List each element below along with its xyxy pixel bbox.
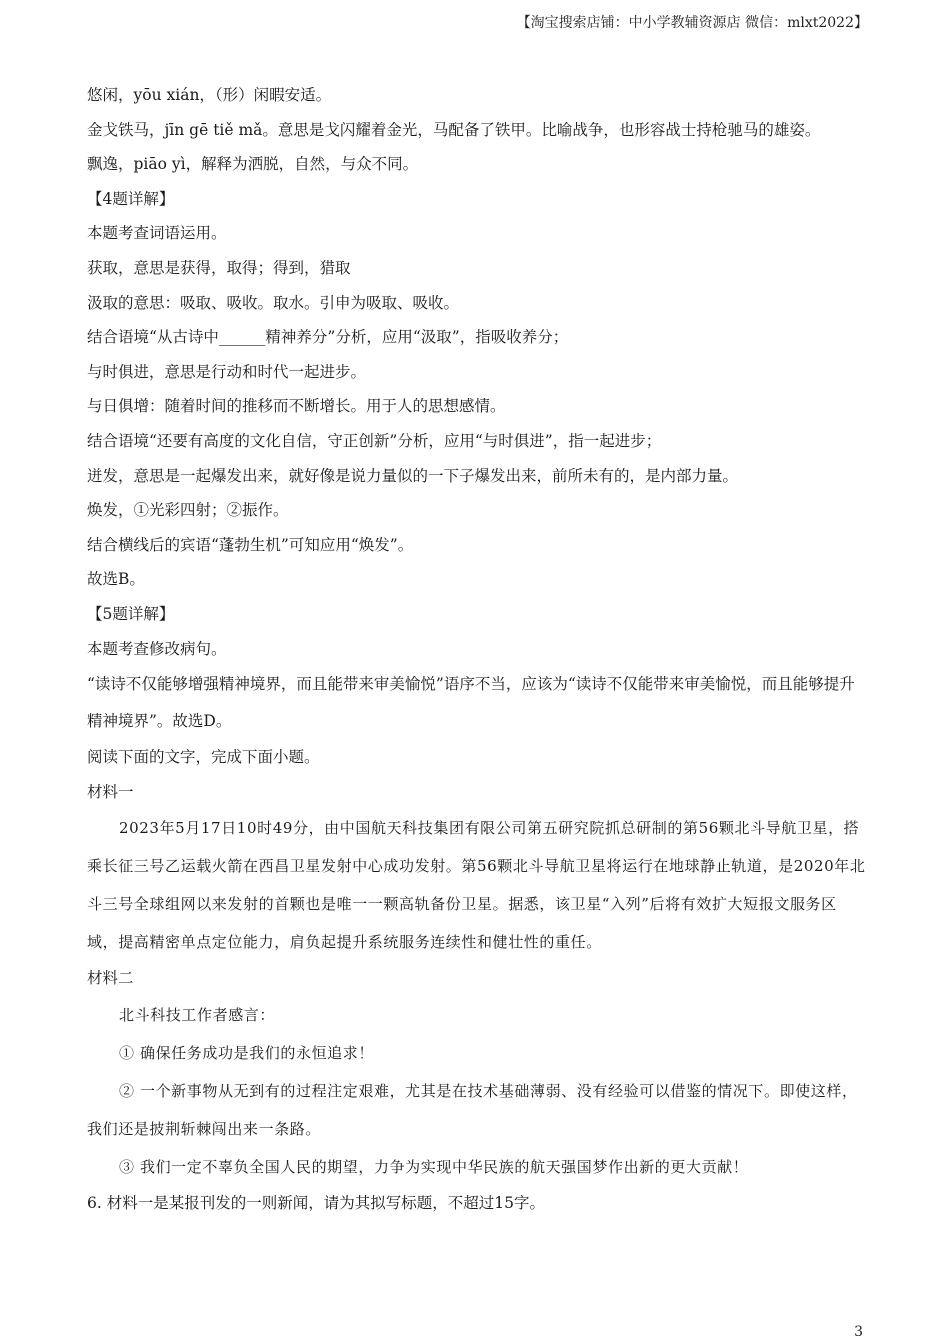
text-line: 飘逸，piāo yì，解释为洒脱，自然，与众不同。 xyxy=(87,155,419,174)
text-line: 结合横线后的宾语“蓬勃生机”可知应用“焕发”。 xyxy=(87,535,414,554)
text-line: 获取，意思是获得，取得；得到，猎取 xyxy=(87,258,351,277)
text-line: 悠闲，yōu xián，（形）闲暇安适。 xyxy=(87,86,332,104)
document-body xyxy=(87,78,867,1220)
text-line: 迸发，意思是一起爆发出来，就好像是说力量似的一下子爆发出来，前所未有的，是内部力量。 xyxy=(87,466,739,485)
material-one-label: 材料一 xyxy=(87,782,134,801)
text-line: 金戈铁马，jīn gē tiě mǎ。意思是戈闪耀着金光，马配备了铁甲。比喻战争，也形容战士持枪驰马的雄姿。 xyxy=(87,120,821,139)
material-two-label: 材料二 xyxy=(87,969,134,988)
text-line: 本题考查修改病句。 xyxy=(87,639,227,658)
text-line: 与日俱增：随着时间的推移而不断增长。用于人的思想感情。 xyxy=(87,397,506,416)
answer-line: 故选B。 xyxy=(87,570,145,589)
text-line: 结合语境“从古诗中______精神养分”分析，应用“汲取”，指吸收养分； xyxy=(87,328,569,347)
text-line: 汲取的意思：吸取、吸收。取水。引申为吸取、吸收。 xyxy=(87,293,460,312)
page-number: 3 xyxy=(854,1324,863,1340)
text-line: 结合语境“还要有高度的文化自信，守正创新”分析，应用“与时俱进”，指一起进步； xyxy=(87,431,662,450)
quote-item-2: ② 一个新事物从无到有的过程注定艰难，尤其是在技术基础薄弱、没有经验可以借鉴的情况下。即使这样，我们还是披荆斩棘闯出来一条路。 xyxy=(87,1081,858,1138)
text-line: 阅读下面的文字，完成下面小题。 xyxy=(87,748,320,767)
quote-item-3: ③ 我们一定不辜负全国人民的期望，力争为实现中华民族的航天强国梦作出新的更大贡献！ xyxy=(119,1157,749,1176)
section-heading-4: 【4题详解】 xyxy=(87,189,175,208)
material-two-intro: 北斗科技工作者感言： xyxy=(119,1005,276,1024)
text-paragraph: “读诗不仅能够增强精神境界，而且能带来审美愉悦”语序不当，应该为“读诗不仅能带来审美愉悦，而且能够提升精神境界”。故选D。 xyxy=(87,675,855,731)
section-heading-5: 【5题详解】 xyxy=(87,604,175,623)
text-line: 与时俱进，意思是行动和时代一起进步。 xyxy=(87,362,367,381)
page-header: 【淘宝搜索店铺：中小学教辅资源店 微信：mlxt2022】 xyxy=(516,15,868,31)
quote-item-1: ① 确保任务成功是我们的永恒追求！ xyxy=(119,1043,374,1062)
question-6: 6. 材料一是某报刊发的一则新闻，请为其拟写标题，不超过15字。 xyxy=(87,1193,545,1212)
material-one-paragraph: 2023年5月17日10时49分，由中国航天科技集团有限公司第五研究院抓总研制的第56颗北斗导航卫星，搭乘长征三号乙运载火箭在西昌卫星发射中心成功发射。第56颗北斗导航卫星将运行在地球静止轨道，是2020年北斗三号全球组网以来发射的首颗也是唯一一颗高轨备份卫星。据悉，该卫星“入列”后将有效扩大短报文服务区域，提高精密单点定位能力，肩负起提升系统服务连续性和健壮性的重任。 xyxy=(87,819,866,952)
text-line: 焕发，①光彩四射；②振作。 xyxy=(87,501,289,520)
text-line: 本题考查词语运用。 xyxy=(87,224,227,243)
